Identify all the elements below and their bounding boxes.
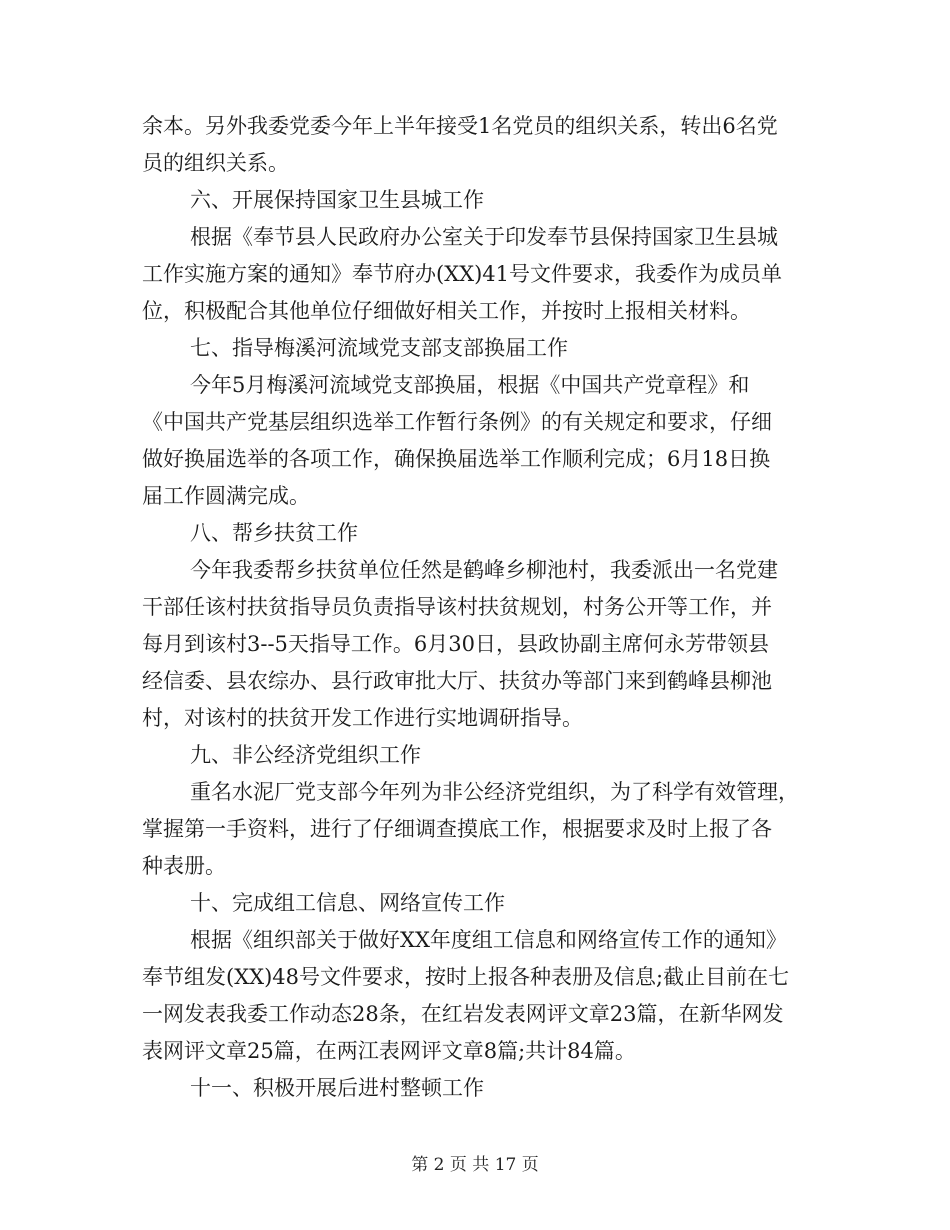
body-text-line: 做好换届选举的各项工作，确保换届选举工作顺利完成；6月18日换 [142, 447, 771, 471]
body-text-line: 今年5月梅溪河流域党支部换届，根据《中国共产党章程》和 [190, 373, 750, 397]
body-text-line: 种表册。 [142, 854, 226, 878]
body-text-line: 工作实施方案的通知》奉节府办(XX)41号文件要求，我委作为成员单 [142, 262, 783, 286]
section-heading-6: 六、开展保持国家卫生县城工作 [190, 188, 484, 212]
body-text-line: 余本。另外我委党委今年上半年接受1名党员的组织关系，转出6名党 [142, 114, 778, 138]
body-text-line: 奉节组发(XX)48号文件要求，按时上报各种表册及信息;截止目前在七 [142, 965, 790, 989]
section-heading-7: 七、指导梅溪河流域党支部支部换届工作 [190, 336, 568, 360]
body-text-line: 村，对该村的扶贫开发工作进行实地调研指导。 [142, 706, 583, 730]
body-text-line: 位，积极配合其他单位仔细做好相关工作，并按时上报相关材料。 [142, 299, 751, 323]
body-text-line: 根据《组织部关于做好XX年度组工信息和网络宣传工作的通知》 [190, 928, 787, 952]
body-text-line: 经信委、县农综办、县行政审批大厅、扶贫办等部门来到鹤峰县柳池 [142, 669, 772, 693]
body-text-line: 表网评文章25篇，在两江表网评文章8篇;共计84篇。 [142, 1039, 636, 1063]
body-text-line: 《中国共产党基层组织选举工作暂行条例》的有关规定和要求，仔细 [142, 410, 772, 434]
body-text-line: 根据《奉节县人民政府办公室关于印发奉节县保持国家卫生县城 [190, 225, 778, 249]
body-text-line: 员的组织关系。 [142, 151, 289, 175]
body-text-line: 干部任该村扶贫指导员负责指导该村扶贫规划，村务公开等工作，并 [142, 595, 772, 619]
body-text-line: 掌握第一手资料，进行了仔细调查摸底工作，根据要求及时上报了各 [142, 817, 772, 841]
body-text-line: 一网发表我委工作动态28条，在红岩发表网评文章23篇，在新华网发 [142, 1002, 784, 1026]
section-heading-11: 十一、积极开展后进村整顿工作 [190, 1076, 484, 1100]
section-heading-9: 九、非公经济党组织工作 [190, 743, 421, 767]
page-footer: 第 2 页 共 17 页 [411, 1155, 539, 1175]
body-text-line: 重名水泥厂党支部今年列为非公经济党组织，为了科学有效管理， [190, 780, 799, 804]
body-text-line: 每月到该村3--5天指导工作。6月30日，县政协副主席何永芳带领县 [142, 632, 769, 656]
section-heading-8: 八、帮乡扶贫工作 [190, 521, 358, 545]
section-heading-10: 十、完成组工信息、网络宣传工作 [190, 891, 505, 915]
body-text-line: 届工作圆满完成。 [142, 484, 310, 508]
body-text-line: 今年我委帮乡扶贫单位任然是鹤峰乡柳池村，我委派出一名党建 [190, 558, 778, 582]
